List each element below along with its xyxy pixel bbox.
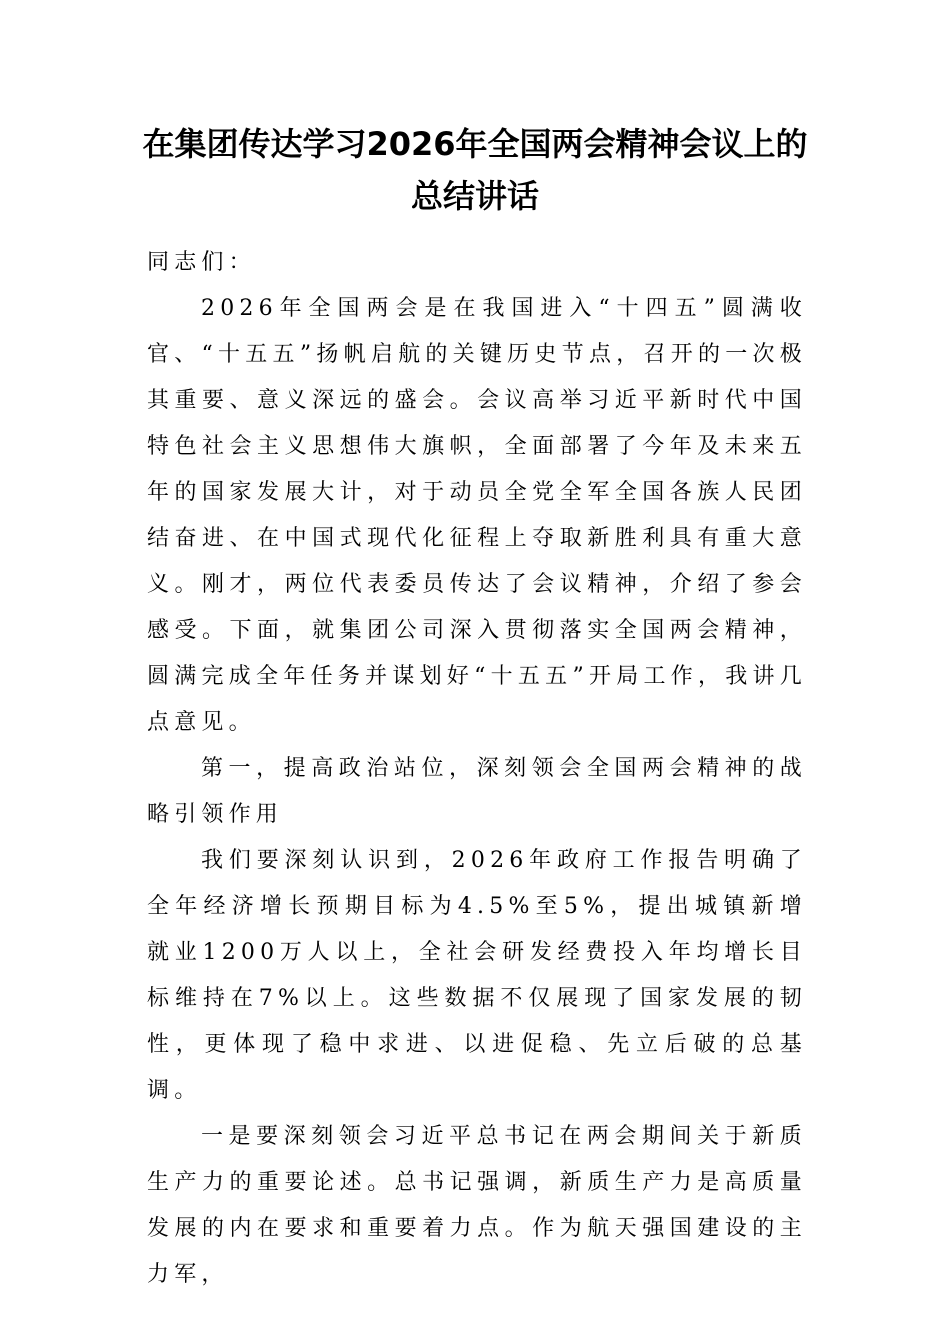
greeting: 同志们：	[147, 250, 256, 275]
paragraph-intro: 2026年全国两会是在我国进入“十四五”圆满收官、“十五五”扬帆启航的关键历史节点，召开的一次极其重要、意义深远的盛会。会议高举习近平新时代中国特色社会主义思想伟大旗帜，全面部署了今年及未来五年的国家发展大计，对于动员全党全军全国各族人民团结奋进、在中国式现代化征程上夺取新胜利具有重大意义。刚才，两位代表委员传达了会议精神，介绍了参会感受。下面，就集团公司深入贯彻落实全国两会精神，圆满完成全年任务并谋划好“十五五”开局工作，我讲几点意见。	[147, 296, 807, 735]
document-body	[147, 240, 807, 1298]
paragraph-point-one: 一是要深刻领会习近平总书记在两会期间关于新质生产力的重要论述。总书记强调，新质生产力是高质量发展的内在要求和重要着力点。作为航天强国建设的主力军，	[147, 1124, 807, 1287]
paragraph-targets: 我们要深刻认识到，2026年政府工作报告明确了全年经济增长预期目标为4.5%至5%，提出城镇新增就业1200万人以上，全社会研发经费投入年均增长目标维持在7%以上。这些数据不仅展现了国家发展的韧性，更体现了稳中求进、以进促稳、先立后破的总基调。	[147, 848, 807, 1103]
section-heading-first: 第一，提高政治站位，深刻领会全国两会精神的战略引领作用	[147, 756, 807, 827]
document-title: 在集团传达学习2026年全国两会精神会议上的总结讲话	[142, 125, 808, 215]
